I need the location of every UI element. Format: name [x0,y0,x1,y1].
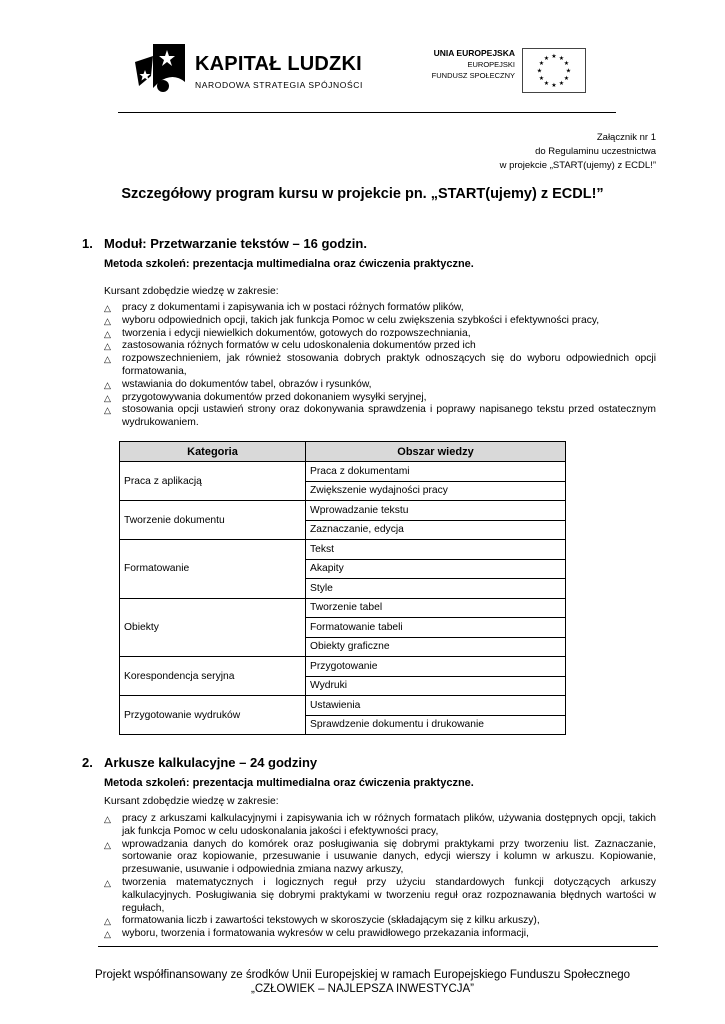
table-row [120,462,566,482]
table-cell-area: Sprawdzenie dokumentu i drukowanie [306,715,566,735]
list-item [104,328,656,341]
table-cell-area: Ustawienia [306,696,566,716]
header-divider [118,112,616,113]
triangle-bullet-icon: △ [104,877,111,888]
table-cell-area: Zwiększenie wydajności pracy [306,481,566,501]
svg-text:★: ★ [551,82,557,89]
list-item [104,302,656,315]
list-item [104,392,656,405]
triangle-bullet-icon: △ [104,341,111,352]
triangle-bullet-icon: △ [104,405,111,416]
kapital-ludzki-logo-icon [133,42,189,97]
eu-flag-icon [522,48,586,93]
table-cell-category: Przygotowanie wydruków [120,696,306,735]
table-row [120,657,566,677]
list-item-text: stosowania opcji ustawień strony oraz dokonywania sprawdzenia i poprawy napisanego tekstu przed ostatecznym wydrukowaniem. [122,404,656,429]
footer-divider [98,946,658,947]
triangle-bullet-icon: △ [104,379,111,390]
list-item [104,813,656,839]
table-cell-category: Korespondencja seryjna [120,657,306,696]
table-header-category: Kategoria [120,442,306,462]
table-row [120,598,566,618]
footer [0,968,725,996]
triangle-bullet-icon: △ [104,814,111,824]
document-title: Szczegółowy program kursu w projekcie pn. „START(ujemy) z ECDL!” [121,186,604,202]
svg-text:★: ★ [538,60,545,67]
list-item [104,404,656,430]
table-cell-area: Praca z dokumentami [306,462,566,482]
list-item-text: wyboru odpowiednich opcji, takich jak funkcja Pomoc w celu zwiększenia szybkości i efektywności pracy, [122,314,600,326]
list-item [104,928,656,941]
table-cell-area: Akapity [306,559,566,579]
section2-method: Metoda szkoleń: prezentacja multimedialna oraz ćwiczenia praktyczne. [104,777,474,789]
triangle-bullet-icon: △ [104,315,111,326]
section1-heading [82,236,367,251]
eu-logo-text [428,48,515,81]
list-item-text: wstawiania do dokumentów tabel, obrazów i rysunków, [122,378,372,390]
section1-bullet-list [104,302,656,430]
table-cell-area: Tekst [306,540,566,560]
list-item [104,915,656,928]
table-cell-area: Wydruki [306,676,566,696]
program-logo-subtitle: NARODOWA STRATEGIA SPÓJNOŚCI [195,80,363,90]
table-cell-area: Wprowadzanie tekstu [306,501,566,521]
eu-logo-line2: EUROPEJSKI [467,60,515,69]
triangle-bullet-icon: △ [104,839,111,850]
triangle-bullet-icon: △ [104,929,111,940]
list-item [104,379,656,392]
list-item [104,877,656,915]
table-header-area: Obszar wiedzy [306,442,566,462]
table-cell-area: Zaznaczanie, edycja [306,520,566,540]
section1-title: Moduł: Przetwarzanie tekstów – 16 godzin. [104,236,367,251]
svg-text:★: ★ [543,55,550,62]
footer-line1: Projekt współfinansowany ze środków Unii Europejskiej w ramach Europejskiego Funduszu Społecznego [94,969,631,981]
section2-bullet-list [104,813,656,941]
triangle-bullet-icon: △ [104,354,111,365]
list-item-text: pracy z arkuszami kalkulacyjnymi i zapisywania ich w różnych formatach plików, używania dostępnych opcji, takich jak funkcja Pomoc w celu udoskonalania jakości i efektywności pracy, [122,813,656,837]
table-cell-area: Przygotowanie [306,657,566,677]
table-row [120,540,566,560]
eu-logo-line1: UNIA EUROPEJSKA [433,48,515,58]
kapital-ludzki-logo [133,42,363,97]
svg-text:★: ★ [558,55,565,62]
svg-text:★: ★ [563,75,570,82]
table-cell-area: Obiekty graficzne [306,637,566,657]
table-header-row [120,442,566,462]
list-item [104,839,656,877]
section1-number: 1. [82,236,93,251]
svg-text:★: ★ [563,60,570,67]
table-row [120,696,566,716]
table-cell-area: Style [306,579,566,599]
list-item-text: formatowania liczb i zawartości tekstowych w skoroszycie (składającym się z kilku arkuszy), [122,915,540,927]
triangle-bullet-icon: △ [104,916,111,927]
triangle-bullet-icon: △ [104,328,111,339]
table-cell-category: Tworzenie dokumentu [120,501,306,540]
svg-text:★: ★ [538,75,545,82]
section1-intro: Kursant zdobędzie wiedzę w zakresie: [104,286,279,297]
svg-text:★: ★ [543,80,550,87]
section1-method: Metoda szkoleń: prezentacja multimedialna oraz ćwiczenia praktyczne. [104,258,474,270]
program-logo-title: KAPITAŁ LUDZKI [195,53,362,75]
svg-text:★: ★ [536,67,543,75]
list-item-text: wyboru, tworzenia i formatowania wykresów w celu prawidłowego przekazania informacji, [122,928,529,940]
list-item [104,340,656,353]
section2-title: Arkusze kalkulacyjne – 24 godziny [104,755,318,770]
list-item [104,315,656,328]
table-row [120,501,566,521]
list-item-text: tworzenia i edycji niewielkich dokumentów, gotowych do rozpowszechniania, [122,327,471,339]
annex-line2: do Regulaminu uczestnictwa [535,146,656,157]
table-cell-category: Formatowanie [120,540,306,599]
section2-intro: Kursant zdobędzie wiedzę w zakresie: [104,796,279,807]
table-cell-category: Praca z aplikacją [120,462,306,501]
triangle-bullet-icon: △ [104,303,111,313]
list-item [104,353,656,379]
list-item-text: pracy z dokumentami i zapisywania ich w postaci różnych formatów plików, [122,302,464,313]
table-cell-area: Formatowanie tabeli [306,618,566,638]
annex-line3: w projekcie „START(ujemy) z ECDL!” [499,160,656,171]
table-cell-category: Obiekty [120,598,306,657]
svg-text:★: ★ [558,80,565,87]
triangle-bullet-icon: △ [104,392,111,403]
annex-line1: Załącznik nr 1 [596,132,656,143]
knowledge-table [119,441,566,735]
list-item-text: wprowadzania danych do komórek oraz posługiwania się dobrymi praktykami przy tworzeniu list. Zaznaczanie, sortowanie oraz kopiowanie, przesuwanie i usuwanie danych, edycji wierszy i kolumn w arkuszu. Kopiowanie, przesuwanie, usuwanie i odpowiednia zmiana nazwy arkuszy, [122,838,656,876]
list-item-text: zastosowania różnych formatów w celu udoskonalenia dokumentów przed ich [122,340,476,352]
section2-heading [82,755,317,770]
svg-text:★: ★ [551,53,557,60]
footer-line2: „CZŁOWIEK – NAJLEPSZA INWESTYCJA” [250,983,474,995]
list-item-text: rozpowszechnieniem, jak również stosowania dobrych praktyk odnoszących się do wyboru odpowiednich opcji formatowania, [122,353,656,377]
table-cell-area: Tworzenie tabel [306,598,566,618]
list-item-text: tworzenia matematycznych i logicznych reguł przy użyciu standardowych funkcji dotyczących arkuszy kalkulacyjnych. Posługiwania się dobrymi praktykami w tworzeniu reguł oraz rozpoznawania błędnych wartości w regułach, [122,876,656,914]
eu-logo-line3: FUNDUSZ SPOŁECZNY [431,71,515,80]
annex-note [500,131,656,173]
section2-number: 2. [82,755,93,770]
svg-text:★: ★ [565,67,572,75]
list-item-text: przygotowywania dokumentów przed dokonaniem wysyłki seryjnej, [122,391,427,403]
